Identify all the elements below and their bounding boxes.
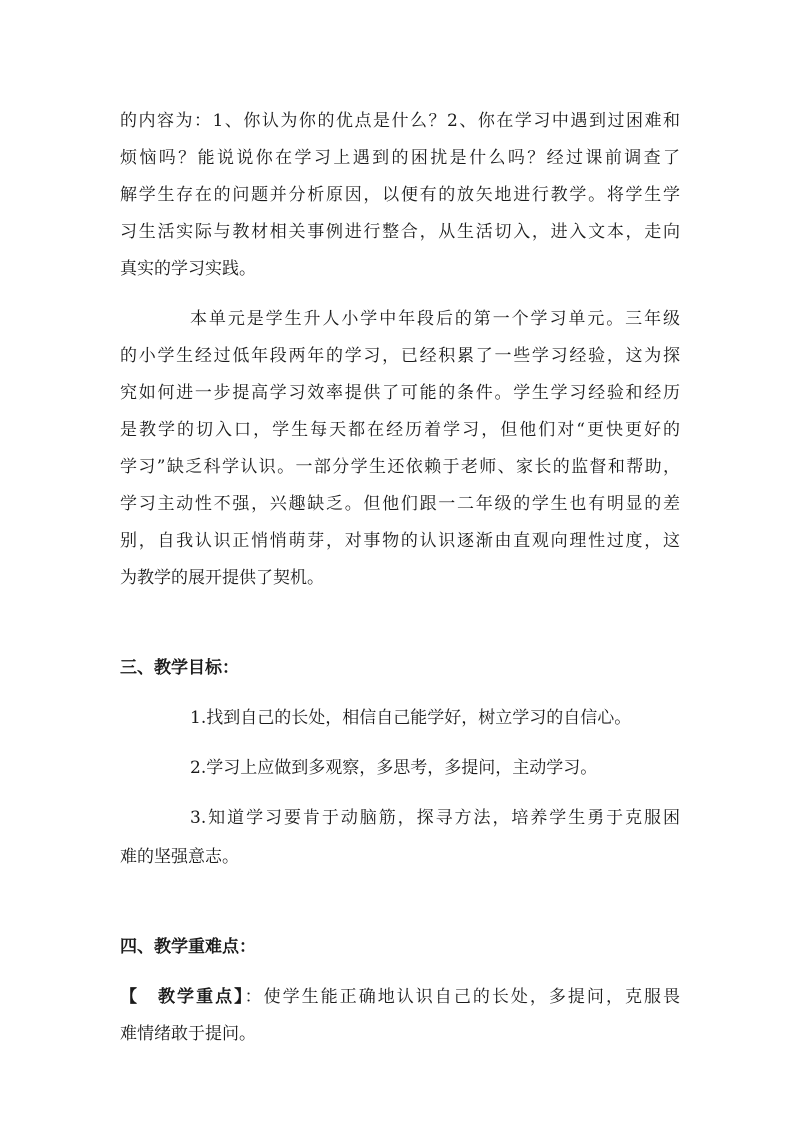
paragraph-line: 真实的学习实践。 (120, 259, 256, 279)
paragraph-line: 究如何进一步提高学习效率提供了可能的条件。学生学习经验和经历 (120, 383, 680, 403)
paragraph-line: 的内容为：1、你认为你的优点是什么？2、你在学习中遇到过困难和 (120, 111, 680, 131)
paragraph-line: 烦恼吗？能说说你在学习上遇到的困扰是什么吗？经过课前调查了 (120, 148, 680, 168)
section-heading: 三、教学目标： (120, 658, 239, 678)
key-point-line (120, 986, 680, 1008)
paragraph-line: 解学生存在的问题并分析原因，以便有的放矢地进行教学。将学生学 (120, 185, 680, 205)
paragraph-line: 是教学的切入口，学生每天都在经历着学习，但他们对“更快更好的 (120, 420, 680, 440)
paragraph-line: 习生活实际与教材相关事例进行整合，从生活切入，进入文本，走向 (120, 222, 680, 242)
section-heading: 四、教学重难点： (120, 937, 256, 957)
key-point-line: 难情绪敢于提问。 (120, 1024, 256, 1044)
objective-item: 3.知道学习要肯于动脑筋，探寻方法，培养学生勇于克服困 (190, 808, 680, 828)
key-point-text: ：使学生能正确地认识自己的长处，多提问，克服畏 (244, 987, 681, 1007)
paragraph-line: 学习”缺乏科学认识。一部分学生还依赖于老师、家长的监督和帮助， (120, 457, 680, 477)
paragraph-line: 别，自我认识正悄悄萌芽，对事物的认识逐渐由直观向理性过度，这 (120, 531, 680, 551)
objective-item-continuation: 难的坚强意志。 (120, 847, 239, 867)
paragraph-line: 本单元是学生升人小学中年段后的第一个学习单元。三年级 (190, 309, 680, 329)
key-point-label: 【 教学重点】 (120, 987, 245, 1007)
objective-item: 2.学习上应做到多观察，多思考，多提问，主动学习。 (190, 758, 598, 778)
paragraph-line: 的小学生经过低年段两年的学习，已经积累了一些学习经验，这为探 (120, 346, 680, 366)
paragraph-line: 为教学的展开提供了契机。 (120, 568, 324, 588)
paragraph-line: 学习主动性不强，兴趣缺乏。但他们跟一二年级的学生也有明显的差 (120, 494, 680, 514)
objective-item: 1.找到自己的长处，相信自己能学好，树立学习的自信心。 (190, 708, 632, 728)
